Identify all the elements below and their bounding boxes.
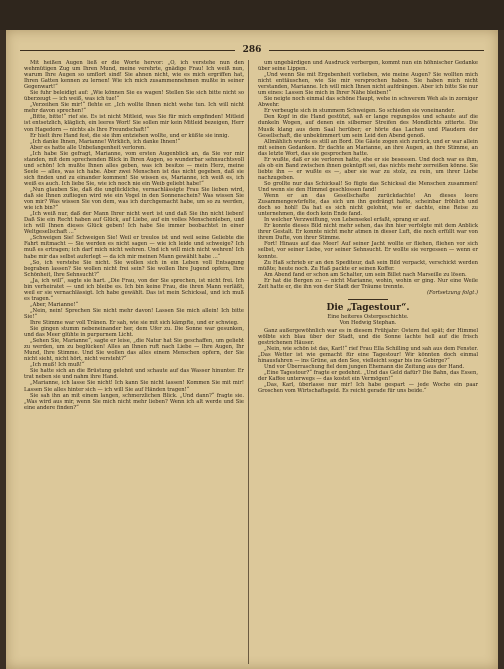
paragraph: „Nein, wie schön ist das, Karl!“ rief Frau Ella Schilling und sah aus dem Fenster. „Das Wetter ist wie gemacht für eine Tagestour! Wir könnten doch einmal hinausfahren — ins Grüne, an den See, vielleicht sogar bis ins Gebirge?“ xyxy=(258,346,478,365)
story-divider xyxy=(348,299,388,300)
paragraph: „Aber, Marianne!“ xyxy=(30,301,79,308)
paragraph: Allmählich wurde es still an Bord. Die Gäste zogen sich zurück, und er war allein mit seinen Gedanken. Er dachte an Marianne, an ihre Augen, an ihre Stimme, an das letzte Wort, das sie gesprochen hatte. xyxy=(258,138,478,157)
paragraph: Sie hatte sich an die Brüstung gelehnt und schaute auf das Wasser hinunter. Er trat neben sie und nahm ihre Hand. xyxy=(24,368,244,381)
paragraph: „Ich muß! Ich muß!“ xyxy=(30,362,85,369)
paragraph: Sie gingen stumm nebeneinander her, dem Ufer zu. Die Sonne war gesunken, und das Meer glühte in purpurnem Licht. xyxy=(24,326,244,339)
paragraph: Sie sah ihn an mit einem langen, schmerzlichen Blick. „Und dann?“ fragte sie. „Was wird aus mir, wenn Sie mich nicht mehr lieben? Wenn ich alt werde und Sie eine andere finden?“ xyxy=(24,392,244,411)
paragraph: „Marianne, ich lasse Sie nicht! Ich kann Sie nicht lassen! Kommen Sie mit mir! Lassen Sie alles hinter sich — ich will Sie auf Händen tragen!“ xyxy=(24,380,244,393)
page-header xyxy=(12,44,492,56)
paragraph: „Schweigen Sie! Schweigen Sie! Weil er treulos ist und weil seine Geliebte die Fahrt mitmacht — Sie werden es nicht sagen — wie ich leide und schweige? Ich muß es ertragen; ich darf mich nicht wehren. Und ich will mich nicht wehren! Ich habe mir das selbst auferlegt — da ich mir meinen Mann gewählt habe ...“ xyxy=(24,235,244,260)
paragraph: „Sehen Sie, Marianne“, sagte er leise, „die Natur hat Sie geschaffen, um geliebt zu werden, um zu beglücken! Alles an Ihnen ruft nach Liebe — Ihre Augen, Ihr Mund, Ihre Stimme. Und Sie wollen das alles einem Menschen opfern, der Sie nicht sieht, nicht hört, nicht versteht?“ xyxy=(24,338,244,363)
paragraph: Am Abend fand er schon am Schalter, um sein Billet nach Marseille zu lösen. xyxy=(264,271,467,278)
paragraph: Ihre Stimme war voll Tränen. Er sah, wie sie mit sich kämpfte, und er schwieg. xyxy=(30,320,239,327)
paragraph: Fort! Hinaus auf das Meer! Auf seiner Jacht wollte er fliehen, fliehen vor sich selbst, vor seiner Liebe, vor seiner Sehnsucht. Er wollte sie vergessen — wenn er konnte. xyxy=(258,241,478,260)
paragraph: Er verbeugte sich in stummem Schweigen. So schieden sie voneinander. xyxy=(264,108,455,115)
paragraph: „Ich danke Ihnen, Marianne! Wirklich, ich danke Ihnen!“ xyxy=(30,138,181,145)
story-end-note: (Fortsetzung folgt.) xyxy=(426,289,478,296)
paragraph: um ungebärdigen und Ausdruck verbergen, kommt nun ein höhnischer Gedanke über seine Lippen. xyxy=(258,60,478,73)
page-number: 286 xyxy=(242,45,262,55)
header-rule-right xyxy=(269,50,484,51)
paragraph: „Das, Karl, überlasse nur mir! Ich habe gespart — jede Woche ein paar Groschen vom Wirtschaftsgeld. Es reicht gerade für uns beide.“ xyxy=(258,382,478,395)
paragraph: „So, ich verstehe Sie nicht. Sie wollen sich in ein Leben voll Entsagung begraben lassen? Sie wollen nicht frei sein? Sie wollen Ihre Jugend opfern, Ihre Schönheit, Ihre Sehnsucht?“ xyxy=(24,259,244,278)
story-subtitle: Eine heiteres Ostergeschichte. xyxy=(327,313,409,320)
scan-top-edge xyxy=(0,0,504,30)
paragraph: Sie neigte noch einmal das schöne Haupt, wehe in schwerem Weh als in zorniger Abwehr. xyxy=(258,96,478,109)
paragraph: Sie fuhr beleidigt auf: „Wie können Sie es wagen! Stellen Sie sich bitte nicht so überzeugt — ich weiß, was ich tue!“ xyxy=(24,90,244,103)
paragraph: „Ja, ich will“, sagte sie hart. „Die Frau, von der Sie sprechen, ist nicht frei. Ich bin verheiratet — und ich bleibe es. Ich bin keine Frau, die ihren Mann verläßt, weil er sie vernachlässigt. Ich habe gewählt. Das ist mein Schicksal, und ich muß es tragen.“ xyxy=(24,277,244,302)
right-column xyxy=(258,60,478,394)
story-continuation xyxy=(258,60,478,290)
paragraph: Er konnte dieses Bild nicht mehr sehen, das ihn hier verfolgte mit dem Anblick ihrer Gestalt. Er konnte nicht mehr atmen in dieser Luft, die noch erfüllt war von ihrem Dufte, von ihrer Stimme. xyxy=(258,223,478,242)
paragraph: „Eine Tagestour?“ fragte er gedehnt. „Und das Geld dafür? Die Bahn, das Essen, der Kaffee unterwegs — das kostet ein Vermögen!“ xyxy=(258,370,478,383)
paragraph: „Und wenn Sie mit Ergebenheit vorlieben, wie meine Augen? Sie wollten mich nicht enttäuschen, wie Sie mir versprochen haben. Sie haben mich nicht verstanden, Marianne. Ich will mich Ihnen nicht aufdrängen. Aber ich bitte Sie nur um eines: Lassen Sie mich in Ihrer Nähe bleiben!“ xyxy=(258,72,478,97)
paragraph: Den Kopf in die Hand gestützt, saß er lange regungslos und schaute auf die dunkeln Wogen, auf denen ein silberner Streifen des Mondlichts zitterte. Die Musik klang aus dem Saal herüber; er hörte das Lachen und Plaudern der Gesellschaft, die unbekümmert um sein Leid den Abend genoß. xyxy=(258,114,478,139)
paragraph: Zu Haß schrieb er an den Spediteur, daß sein Bild verpackt, verschickt werden müßte; heute noch. Zu Haß packte er seinen Koffer. xyxy=(258,259,478,272)
paragraph: „Verzeihen Sie mir!“ flehte er. „Ich wollte Ihnen nicht wehe tun. Ich will nicht mehr davon sprechen!“ xyxy=(24,102,244,115)
paragraph: „Nein, nein! Sprechen Sie nicht mehr davon! Lassen Sie mich allein! Ich bitte Sie!“ xyxy=(24,307,244,320)
paragraph: „Ich habe Sie gefragt, Marianne, vom ersten Augenblick an, da Sie vor mir standen, mit dem sprechenden Blick in Ihren Augen, so wunderbar sehnsuchtsvoll und schön! Ich mußte Ihnen alles geben, was ich besitze — mein Herz, meine Seele — alles, was ich habe. Aber zwei Menschen ist das nicht gegeben, daß sie sich finden und zu einander kommen! Sie wissen es, Marianne, ich weiß es, ich weiß es auch. Ich liebe Sie, wie ich noch nie ein Weib geliebt habe!“ xyxy=(24,150,244,187)
paragraph: „Ich weiß nur, daß der Mann Ihrer nicht wert ist und daß Sie ihn nicht lieben! Daß Sie ein Recht haben auf Glück, auf Liebe, auf ein volles Menschenleben, und ich will Ihnen dieses Glück geben! Ich habe Sie immer beobachtet in einer Weltgesellschaft ...“ xyxy=(24,211,244,236)
paragraph: „Bitte, bitte!“ rief sie. Es ist nicht Mitleid, was Sie für mich empfinden! Mitleid ist entsetzlich, kläglich, ein leeres Wort! Sie sollen mir kein Mitleid bezeigen, Herr von Hagedorn — nichts als Ihre Freundschaft!“ xyxy=(24,114,244,133)
paragraph: Ganz außergewöhnlich war es in diesem Frühjahr: Ostern fiel spät; der Himmel wölbte sich blau über der Stadt, und die Sonne lachte hell auf die frisch gestrichenen Häuser. xyxy=(258,327,478,347)
paragraph: Er hat die Bergen zu — nicht Marianne, wohin, wohin er ging. Nur eine Weile Zeit hatte er, die ihn von der Stadt der Träume trennte. xyxy=(258,277,478,290)
paragraph: Und vor Überraschung fiel dem jungen Ehemann die Zeitung aus der Hand. xyxy=(264,364,465,371)
paragraph: „Nun glauben Sie, daß die unglückliche, vernachlässigte Frau Sie lieben wird, daß sie Ihnen zufliegen wird wie ein Vogel in den Sonnenschein? Was wissen Sie von mir? Was wissen Sie von dem, was ich durchgemacht habe, um so zu werden, wie ich bin?“ xyxy=(24,186,244,212)
paragraph: In welcher Verzweiflung, von Lebensekel erfaßt, sprang er auf. xyxy=(264,217,430,224)
story-author: Von Hedwig Stephan. xyxy=(339,319,397,326)
story-body xyxy=(258,328,478,395)
left-column xyxy=(24,60,244,411)
header-rule-left xyxy=(20,50,235,51)
column-separator xyxy=(248,60,249,664)
story-title: Die „Tagestour“. xyxy=(326,302,410,313)
paragraph: Mit heißen Augen ließ er die Worte hervor: „O, ich verstehe nun den wehmütigen Zug um Ihren Mund, meine verehrte, gnädige Frau! Ich weiß nun, warum Ihre Augen so umflort sind! Sie ahnen nicht, wie es mich ergriffen hat, Ihren Gatten kennen zu lernen! Wie ich mich zusammennehmen mußte in seiner Gegenwart!“ xyxy=(24,60,244,91)
paragraph: Er wußte, daß er sie verloren hatte, ehe er sie besessen. Und doch war es ihm, als ob ein Band zwischen ihnen geknüpft sei, das nichts mehr zerreißen könne. Sie liebte ihn — er wußte es —, aber sie war zu stolz, zu rein, um ihrer Liebe nachzugeben. xyxy=(258,156,478,181)
paragraph: Aber es hatte alle Unbefangenheit verloren. xyxy=(30,144,146,151)
paragraph: So grollte nur das Schicksal! So fügte das Schicksal die Menschen zusammen! Und wenn sie den Himmel geschlossen fand! xyxy=(258,180,478,193)
paragraph: Wenn er an das Gesellschafte zurückdachte! An dieses leere Zusammengewürfelte, das sich um ihn gedrängt hatte, scheinbar fröhlich und doch so hohl! Da hat es sich nicht gelohnt, wie er dachte, eine Reise zu unternehmen, die doch kein Ende fand. xyxy=(258,193,478,218)
newspaper-page xyxy=(6,30,498,669)
paragraph: Er hielt ihre Hand fest, die sie ihm entziehen wollte, und er küßte sie innig. xyxy=(30,132,230,139)
